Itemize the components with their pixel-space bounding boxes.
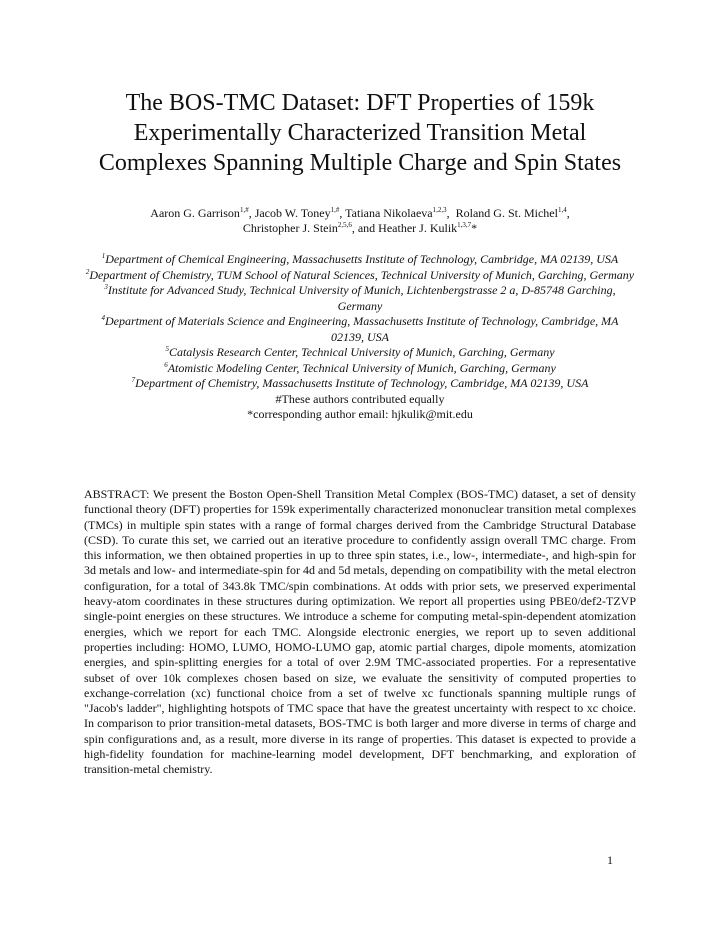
affiliation-number: 1 (101, 252, 106, 260)
affiliation-number: 4 (101, 314, 105, 322)
affiliation-number: 6 (164, 360, 168, 369)
affiliation-text: Department of Chemistry, Massachusetts Institute of Technology, Cambridge, MA 02139, USA (135, 376, 589, 390)
corresponding-author-note: *corresponding author email: hjkulik@mit.edu (247, 407, 473, 421)
author-affiliation-marker: 1,3,7 (457, 221, 472, 229)
author: Roland G. St. Michel (455, 206, 558, 220)
author: Jacob W. Toney (254, 206, 331, 220)
affiliation (84, 268, 636, 284)
affiliation-text: Department of Materials Science and Engineering, Massachusetts Institute of Technology, Cambridge, MA 02139, USA (105, 314, 619, 344)
affiliation (84, 252, 636, 268)
affiliation (84, 314, 636, 345)
author: Aaron G. Garrison (150, 206, 240, 220)
affiliation-number: 7 (131, 376, 136, 384)
affiliation-text: Catalysis Research Center, Technical University of Munich, Garching, Germany (168, 345, 555, 359)
affiliation-number: 3 (104, 283, 108, 291)
author-affiliation-marker: 1,4 (557, 206, 567, 214)
affiliation-text: Department of Chemical Engineering, Massachusetts Institute of Technology, Cambridge, MA 02139, USA (105, 252, 619, 266)
affiliation-text: Department of Chemistry, TUM School of Natural Sciences, Technical University of Munich, Garching, Germany (89, 267, 635, 282)
author-affiliation-marker: 1,2,3 (432, 206, 447, 214)
paper-title: The BOS-TMC Dataset: DFT Properties of 159k Experimentally Characterized Transition Metal Complexes Spanning Multiple Charge and Spin States (98, 90, 622, 176)
page-number: 1 (607, 853, 613, 867)
affiliation-list (84, 252, 636, 423)
affiliation (84, 376, 636, 392)
author: Heather J. Kulik (378, 221, 458, 235)
author-affiliation-marker: 1,# (239, 206, 249, 214)
abstract-paragraph: ABSTRACT: We present the Boston Open-Shell Transition Metal Complex (BOS-TMC) dataset, a set of density functional theory (DFT) properties for 159k experimentally characterized mononuclear transition metal complexes (TMCs) in multiple spin states with a range of formal charges derived from the Cambridge Structural Database (CSD). To curate this set, we carried out an iterative procedure to confidently assign overall TMC charge. From this information, we then obtained properties in up to three spin states, i.e., low-, intermediate-, and high-spin for 3d metals and low- and intermediate-spin for 4d and 5d metals, depending on compatibility with the metal electron configuration, for a total of 343.8k TMC/spin combinations. At odds with prior sets, we preserved experimental heavy-atom coordinates in these structures during optimization. We report all properties using PBE0/def2-TZVP single-point energies on these structures. We introduce a scheme for computing metal-spin-dependent atomization energies, which we report for each TMC. Alongside electronic energies, we report up to seven additional properties including: HOMO, LUMO, HOMO-LUMO gap, atomic partial charges, dipole moments, atomization energies, and spin-splitting energies for a total of over 2.9M TMC-associated properties. For a representative subset of over 10k complexes chosen based on size, we evaluate the sensitivity of computed properties to exchange-correlation (xc) functional choice from a set of twelve xc functionals spanning multiple rungs of "Jacob's ladder", highlighting hotspots of TMC space that have the greatest uncertainty with respect to xc choice. In comparison to prior transition-metal datasets, BOS-TMC is both larger and more diverse in terms of charge and spin configurations and, as a result, more diverse in its range of properties. This dataset is expected to provide a high-fidelity foundation for machine-learning model development, DFT benchmarking, and exploration of transition-metal chemistry. (84, 487, 636, 777)
affiliation-text: Institute for Advanced Study, Technical University of Munich, Lichtenbergstrasse 2 a, D-85748 Garching, Germany (107, 283, 616, 313)
author-affiliation-marker: 1,# (330, 206, 340, 214)
affiliation (84, 361, 636, 377)
affiliation-number: 2 (85, 267, 90, 276)
affiliation-text: Atomistic Modeling Center, Technical University of Munich, Garching, Germany (167, 360, 556, 375)
author: Christopher J. Stein (242, 221, 338, 235)
author-list: Aaron G. Garrison$^{1,\#}$, Jacob W. Toney$^{1,\#}$, Tatiana Nikolaeva$^{1,2,3}$, Roland G. St. Michel$^{1,4}$, Christopher J. Stein$^{2,5,6}$, and Heather J. Kulik$^{1,3,7}$* (150, 206, 570, 235)
affiliation (84, 345, 636, 361)
equal-contribution-note: #These authors contributed equally (275, 391, 445, 406)
author: Tatiana Nikolaeva (345, 206, 433, 220)
corresponding-marker: * (471, 221, 478, 235)
affiliation-number: 5 (165, 345, 169, 353)
author-affiliation-marker: 2,5,6 (337, 221, 352, 229)
affiliation (84, 283, 636, 314)
